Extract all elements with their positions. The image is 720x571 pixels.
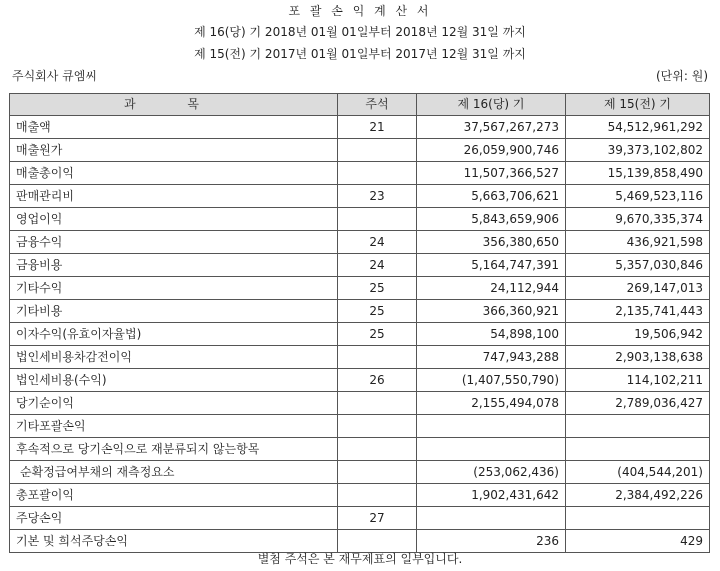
cell-current: (253,062,436) xyxy=(417,461,566,484)
table-row xyxy=(10,346,710,369)
cell-note: 24 xyxy=(338,231,417,254)
cell-previous: 54,512,961,292 xyxy=(566,116,710,139)
income-statement-table xyxy=(9,93,710,553)
cell-current xyxy=(417,415,566,438)
cell-note: 21 xyxy=(338,116,417,139)
cell-subject: 총포괄이익 xyxy=(10,484,338,507)
table-row xyxy=(10,323,710,346)
cell-subject: 매출원가 xyxy=(10,139,338,162)
cell-previous xyxy=(566,415,710,438)
table-row xyxy=(10,185,710,208)
column-header-current: 제 16(당) 기 xyxy=(417,94,566,116)
cell-current: 24,112,944 xyxy=(417,277,566,300)
cell-current: 2,155,494,078 xyxy=(417,392,566,415)
table-row xyxy=(10,254,710,277)
cell-current: 5,663,706,621 xyxy=(417,185,566,208)
cell-subject: 영업이익 xyxy=(10,208,338,231)
table-row xyxy=(10,392,710,415)
cell-current: 747,943,288 xyxy=(417,346,566,369)
cell-current xyxy=(417,438,566,461)
cell-previous: 2,903,138,638 xyxy=(566,346,710,369)
document-title: 포 괄 손 익 계 산 서 xyxy=(288,4,432,18)
period-current: 제 16(당) 기 2018년 01월 01일부터 2018년 12월 31일 까지 xyxy=(194,25,526,39)
cell-note: 24 xyxy=(338,254,417,277)
column-header-previous: 제 15(전) 기 xyxy=(566,94,710,116)
table-row xyxy=(10,507,710,530)
table-row xyxy=(10,231,710,254)
cell-note xyxy=(338,162,417,185)
company-name: 주식회사 큐엠씨 xyxy=(12,69,97,83)
table-row xyxy=(10,277,710,300)
cell-previous: 39,373,102,802 xyxy=(566,139,710,162)
cell-previous: 5,357,030,846 xyxy=(566,254,710,277)
cell-subject: 판매관리비 xyxy=(10,185,338,208)
cell-subject: 주당손익 xyxy=(10,507,338,530)
cell-note xyxy=(338,461,417,484)
cell-note: 26 xyxy=(338,369,417,392)
cell-note: 27 xyxy=(338,507,417,530)
cell-previous: 114,102,211 xyxy=(566,369,710,392)
cell-subject: 후속적으로 당기손익으로 재분류되지 않는항목 xyxy=(10,438,338,461)
cell-previous: 9,670,335,374 xyxy=(566,208,710,231)
table-row xyxy=(10,162,710,185)
cell-subject: 기타포괄손익 xyxy=(10,415,338,438)
table-row xyxy=(10,208,710,231)
table-row xyxy=(10,116,710,139)
period-previous: 제 15(전) 기 2017년 01월 01일부터 2017년 12월 31일 까지 xyxy=(194,47,526,61)
column-header-subject: 과 목 xyxy=(10,94,338,116)
cell-previous xyxy=(566,507,710,530)
cell-current: 11,507,366,527 xyxy=(417,162,566,185)
cell-subject: 매출총이익 xyxy=(10,162,338,185)
cell-note: 25 xyxy=(338,323,417,346)
cell-current: 1,902,431,642 xyxy=(417,484,566,507)
cell-current: 5,843,659,906 xyxy=(417,208,566,231)
cell-previous: 2,789,036,427 xyxy=(566,392,710,415)
table-row xyxy=(10,415,710,438)
cell-note xyxy=(338,139,417,162)
cell-previous: 2,384,492,226 xyxy=(566,484,710,507)
cell-subject: 기타수익 xyxy=(10,277,338,300)
cell-subject: 법인세비용차감전이익 xyxy=(10,346,338,369)
cell-current: (1,407,550,790) xyxy=(417,369,566,392)
cell-subject: 당기순이익 xyxy=(10,392,338,415)
cell-previous: 429 xyxy=(566,530,710,553)
cell-subject: 금융수익 xyxy=(10,231,338,254)
cell-previous: 436,921,598 xyxy=(566,231,710,254)
cell-current: 26,059,900,746 xyxy=(417,139,566,162)
table-row xyxy=(10,484,710,507)
cell-note xyxy=(338,346,417,369)
cell-note xyxy=(338,438,417,461)
cell-subject: 이자수익(유효이자율법) xyxy=(10,323,338,346)
cell-previous: 2,135,741,443 xyxy=(566,300,710,323)
cell-note xyxy=(338,208,417,231)
cell-current: 236 xyxy=(417,530,566,553)
unit-label: (단위: 원) xyxy=(656,69,708,83)
cell-current: 37,567,267,273 xyxy=(417,116,566,139)
cell-previous: 15,139,858,490 xyxy=(566,162,710,185)
table-row xyxy=(10,139,710,162)
table-row xyxy=(10,438,710,461)
cell-note xyxy=(338,392,417,415)
cell-current: 5,164,747,391 xyxy=(417,254,566,277)
cell-previous: 269,147,013 xyxy=(566,277,710,300)
cell-subject: 순확정급여부채의 재측정요소 xyxy=(10,461,338,484)
table-row xyxy=(10,461,710,484)
cell-note: 23 xyxy=(338,185,417,208)
cell-current: 54,898,100 xyxy=(417,323,566,346)
column-header-note: 주석 xyxy=(338,94,417,116)
cell-previous: 5,469,523,116 xyxy=(566,185,710,208)
table-header-row xyxy=(10,94,710,116)
cell-note xyxy=(338,415,417,438)
cell-subject: 매출액 xyxy=(10,116,338,139)
cell-current: 366,360,921 xyxy=(417,300,566,323)
footer-note: 별첨 주석은 본 재무제표의 일부입니다. xyxy=(257,552,463,566)
cell-previous xyxy=(566,438,710,461)
cell-note: 25 xyxy=(338,277,417,300)
cell-subject: 기타비용 xyxy=(10,300,338,323)
cell-note xyxy=(338,484,417,507)
cell-previous: 19,506,942 xyxy=(566,323,710,346)
table-row xyxy=(10,369,710,392)
cell-current xyxy=(417,507,566,530)
cell-subject: 기본 및 희석주당손익 xyxy=(10,530,338,553)
table-row xyxy=(10,300,710,323)
cell-current: 356,380,650 xyxy=(417,231,566,254)
cell-subject: 법인세비용(수익) xyxy=(10,369,338,392)
cell-previous: (404,544,201) xyxy=(566,461,710,484)
cell-note: 25 xyxy=(338,300,417,323)
cell-subject: 금융비용 xyxy=(10,254,338,277)
